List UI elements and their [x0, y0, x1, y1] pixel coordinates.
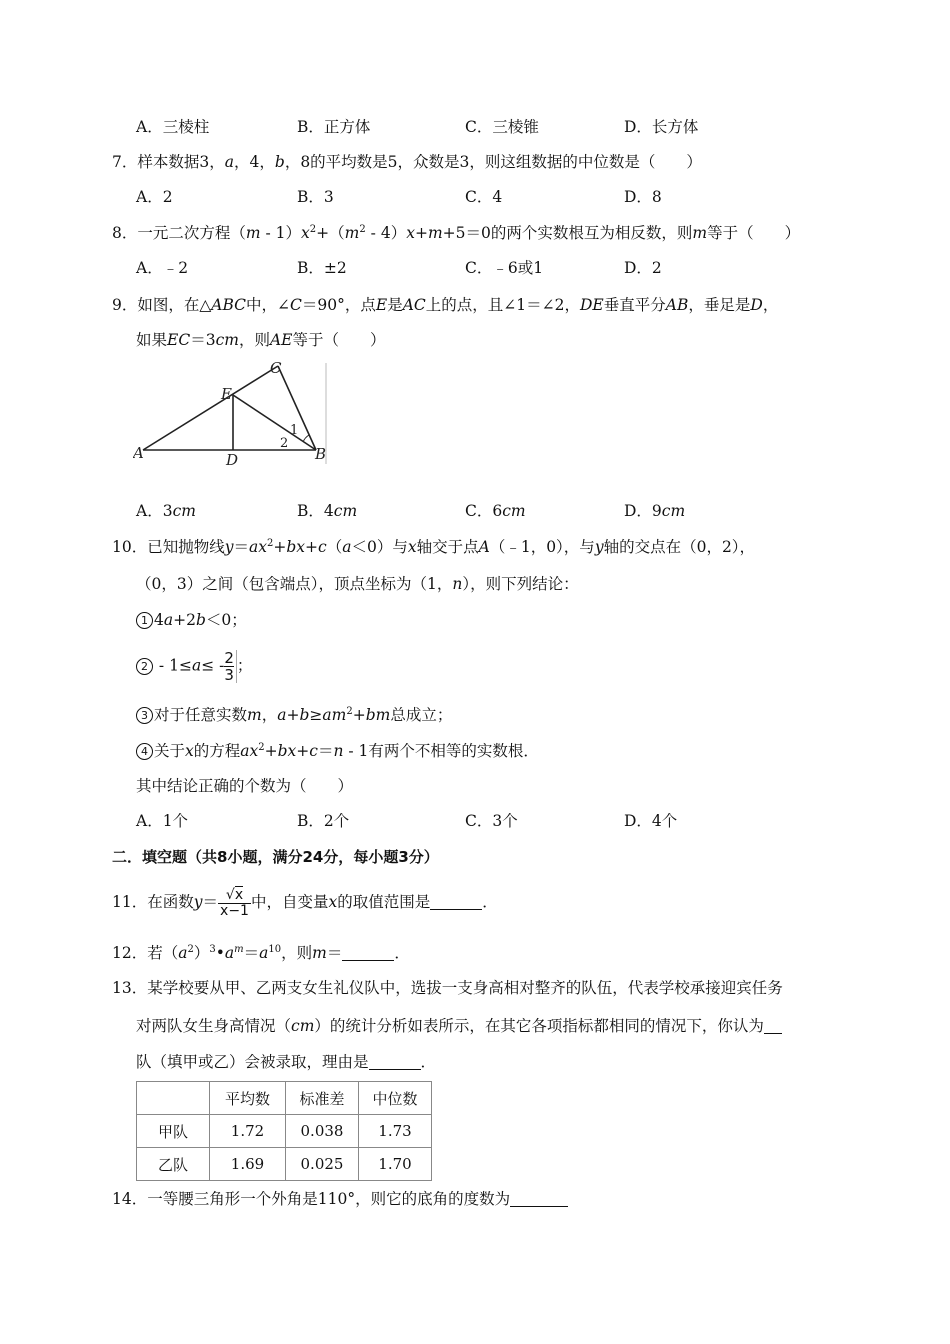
q14-answer-blank[interactable] [510, 1190, 568, 1207]
table-header-cell: 中位数 [359, 1082, 432, 1115]
q8-option-c: C．﹣6或1 [465, 259, 544, 277]
circled-number-2: 2 [136, 658, 153, 675]
q10-option-a: A．1个 [136, 812, 189, 830]
label-d: D [226, 451, 239, 467]
section-heading-fill-in: 二．填空题（共8小题，满分24分，每小题3分） [112, 848, 439, 866]
circled-number-4: 4 [136, 743, 153, 760]
q10-statement-3: 3 对于任意实数m，$a+b\ge am^2+bm$总成立； [136, 705, 452, 725]
q13-stem-line2: 对两队女生身高情况（cm）的统计分析如表所示，在其它各项指标都相同的情况下，你认为 [136, 1016, 782, 1036]
q7-option-a: A．2 [136, 188, 173, 206]
q9-option-d: D．9cm [624, 502, 686, 520]
table-cell: 0.025 [286, 1148, 359, 1181]
table-header-cell [137, 1082, 210, 1115]
table-cell: 甲队 [137, 1115, 210, 1148]
q7-option-d: D．8 [624, 188, 662, 206]
q7-option-b: B．3 [297, 188, 334, 206]
q11-answer-blank[interactable] [430, 893, 482, 910]
label-c: C [270, 361, 282, 377]
q10-stem-line2: （0，3）之间（包含端点），顶点坐标为（1，n），则下列结论： [136, 575, 579, 593]
q13-reason-blank[interactable] [369, 1053, 421, 1070]
angle-arc [303, 435, 309, 442]
circled-number-3: 3 [136, 707, 153, 724]
label-angle-1: 1 [290, 423, 299, 438]
q14-stem: 14．一等腰三角形一个外角是110°，则它的底角的度数为 [112, 1189, 568, 1209]
table-header-cell: 平均数 [210, 1082, 286, 1115]
label-b: B [315, 445, 327, 463]
q10-statement-1: 1 4a+2b＜0； [136, 610, 247, 630]
q10-option-d: D．4个 [624, 812, 678, 830]
fraction-sqrt-x-over-x-minus-1: $\frac{√x}{x-1}$ [220, 886, 249, 919]
q9-stem-line1: 9．如图，在△ABC中，∠C＝90°，点E是AC上的点，且∠1＝∠2，DE垂直平分AB，垂足是D， [112, 296, 779, 314]
label-angle-2: 2 [280, 436, 289, 451]
table-cell: 1.70 [359, 1148, 432, 1181]
q13-team-blank[interactable] [764, 1017, 782, 1034]
table-row [137, 1148, 432, 1181]
table-cell: 1.69 [210, 1148, 286, 1181]
q7-stem: 7．样本数据3，a，4，b，8的平均数是5，众数是3，则这组数据的中位数是（ ） [112, 153, 702, 171]
q8-option-b: B．±2 [297, 259, 347, 277]
q7-option-c: C．4 [465, 188, 503, 206]
q9-option-b: B．4cm [297, 502, 358, 520]
segment-ac [143, 366, 278, 450]
q9-option-a: A．3cm [136, 502, 196, 520]
q11-stem: 11．在函数y＝ $\frac{√x}{x-1}$ 中，自变量x的取值范围是 ． [112, 886, 498, 919]
q10-option-c: C．3个 [465, 812, 518, 830]
table-header-cell: 标准差 [286, 1082, 359, 1115]
q9-option-c: C．6cm [465, 502, 526, 520]
q10-statement-4: 4 关于x的方程$ax^2+bx+c=n - 1$有两个不相等的实数根． [136, 741, 539, 761]
circled-number-1: 1 [136, 612, 153, 629]
q8-option-d: D．2 [624, 259, 662, 277]
q12-answer-blank[interactable] [342, 944, 394, 961]
q8-option-a: A．﹣2 [136, 259, 189, 277]
label-a: A [133, 444, 144, 462]
table-cell: 0.038 [286, 1115, 359, 1148]
table-row [137, 1115, 432, 1148]
q13-stem-line3: 队（填甲或乙）会被录取，理由是 ． [136, 1053, 437, 1071]
q12-stem: 12．若$(a^2)^3•a^m=a^{10}$，则m＝ ． [112, 944, 410, 962]
table-cell: 1.73 [359, 1115, 432, 1148]
q6-option-a: A．三棱柱 [136, 118, 210, 136]
q8-stem: 8．一元二次方程$(m - 1)x^2+(m^2 - 4)x+m+5=0$的两个实数根互为相反数，则m等于（ ） [112, 224, 801, 242]
q6-option-b: B．正方体 [297, 118, 371, 136]
q10-statement-2: 2 - 1≤a≤ - $\frac{2}{3}$ ； [136, 650, 252, 683]
triangle-figure [133, 361, 329, 467]
q9-stem-line2: 如果EC＝3cm，则AE等于（ ） [136, 331, 386, 349]
table-cell: 1.72 [210, 1115, 286, 1148]
table-cell: 乙队 [137, 1148, 210, 1181]
label-e: E [221, 385, 232, 403]
q10-stem-line1: 10．已知抛物线$y=ax^2+bx+c(a<0)$与x轴交于点A（﹣1，0），与y轴的交点在（0，2）， [112, 538, 756, 556]
q6-option-d: D．长方体 [624, 118, 699, 136]
height-statistics-table [136, 1081, 432, 1181]
table-header-row [137, 1082, 432, 1115]
fraction-two-thirds: $\frac{2}{3}$ [224, 650, 237, 683]
q10-question: 其中结论正确的个数为（ ） [136, 777, 354, 795]
q13-stem-line1: 13．某学校要从甲、乙两支女生礼仪队中，选拔一支身高相对整齐的队伍，代表学校承接迎宾任务 [112, 979, 783, 997]
q6-option-c: C．三棱锥 [465, 118, 539, 136]
q10-option-b: B．2个 [297, 812, 350, 830]
